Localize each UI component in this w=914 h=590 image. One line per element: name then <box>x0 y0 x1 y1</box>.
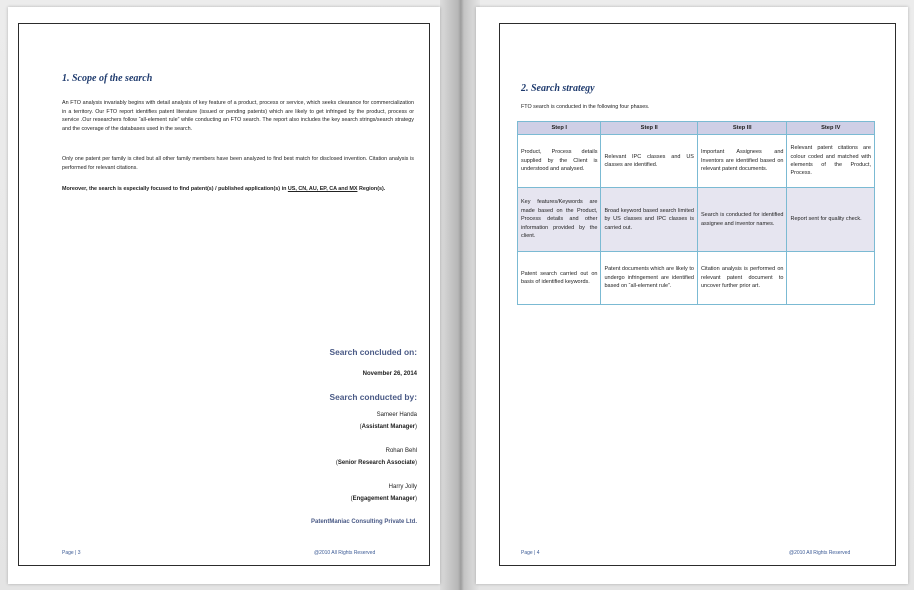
search-concluded-label: Search concluded on: <box>329 347 417 357</box>
person-name: Sameer Handa <box>376 412 417 418</box>
table-cell: Relevant IPC classes and US classes are identified. <box>601 135 698 188</box>
search-concluded-date: November 26, 2014 <box>362 371 417 377</box>
table-cell: Report sent for quality check. <box>787 188 875 252</box>
table-cell: Citation analysis is performed on relevant patent document to uncover further prior art. <box>697 252 787 305</box>
person-role: (Senior Research Associate) <box>335 460 417 466</box>
table-row <box>518 252 875 305</box>
person-name: Harry Jolly <box>388 484 417 490</box>
footer-page-number: Page | 3 <box>62 550 81 556</box>
table-cell: Important Assignees and Inventors are identified based on relevant patent documents. <box>697 135 787 188</box>
table-cell: Patent documents which are likely to undergo infringement are identified based on “all-element rule”. <box>601 252 698 305</box>
company-name: PatentManiac Consulting Private Ltd. <box>310 519 417 525</box>
footer-rights: @2010 All Rights Reserved <box>789 550 851 556</box>
regions-text: US, CN, AU, EP, CA and MX <box>287 186 358 192</box>
person-role: (Assistant Manager) <box>359 424 417 430</box>
regions-tail: Region(s). <box>358 186 386 192</box>
table-header-row <box>518 122 875 135</box>
scope-paragraph-3 <box>62 185 414 194</box>
table-cell: Relevant patent citations are colour coded and matched with elements of the Product, Process. <box>787 135 875 188</box>
table-cell: Product, Process details supplied by the Client is understood and analysed. <box>518 135 601 188</box>
table-cell <box>787 252 875 305</box>
column-header: Step IV <box>787 122 875 135</box>
column-header: Step II <box>601 122 698 135</box>
table-row <box>518 135 875 188</box>
section-heading-scope: 1. Scope of the search <box>62 73 153 84</box>
table-cell: Key features/Keywords are made based on the Product, Process details and other information provided by the client. <box>518 188 601 252</box>
page-3 <box>8 7 440 584</box>
scope-paragraph-2: Only one patent per family is cited but all other family members have been analyzed to find best match for disclosed invention. Citation analysis is performed for relevant citations. <box>62 156 414 171</box>
person-name: Rohan Behl <box>385 448 417 454</box>
page-spread-gutter <box>440 0 480 590</box>
column-header: Step I <box>518 122 601 135</box>
table-cell: Broad keyword based search limited by US classes and IPC classes is carried out. <box>601 188 698 252</box>
section-heading-strategy: 2. Search strategy <box>521 83 595 94</box>
table-cell: Search is conducted for identified assignee and inventor names. <box>697 188 787 252</box>
table-cell: Patent search carried out on basis of identified keywords. <box>518 252 601 305</box>
footer-rights: @2010 All Rights Reserved <box>314 550 376 556</box>
page-4 <box>476 7 908 584</box>
table-row <box>518 188 875 252</box>
strategy-intro: FTO search is conducted in the following four phases. <box>521 104 650 110</box>
search-phases-table <box>517 121 875 305</box>
scope-paragraph-1: An FTO analysis invariably begins with detail analysis of key feature of a product, process or service, which seeks clearance for commercialization in a territory. Our FTO report identifies patent literature (issued or pending patents) which are likely to get infringed by the product, process or service .Our researchers follow “all-element rule” while conducting an FTO search. The report also includes the key search strings/search strategy and the coverage of the databases used in the search. <box>62 100 414 132</box>
focus-text: Moreover, the search is especially focused to find patent(s) / published application(s) in <box>62 186 288 192</box>
column-header: Step III <box>697 122 787 135</box>
person-role: (Engagement Manager) <box>350 496 417 502</box>
search-conducted-label: Search conducted by: <box>329 392 417 402</box>
footer-page-number: Page | 4 <box>521 550 540 556</box>
